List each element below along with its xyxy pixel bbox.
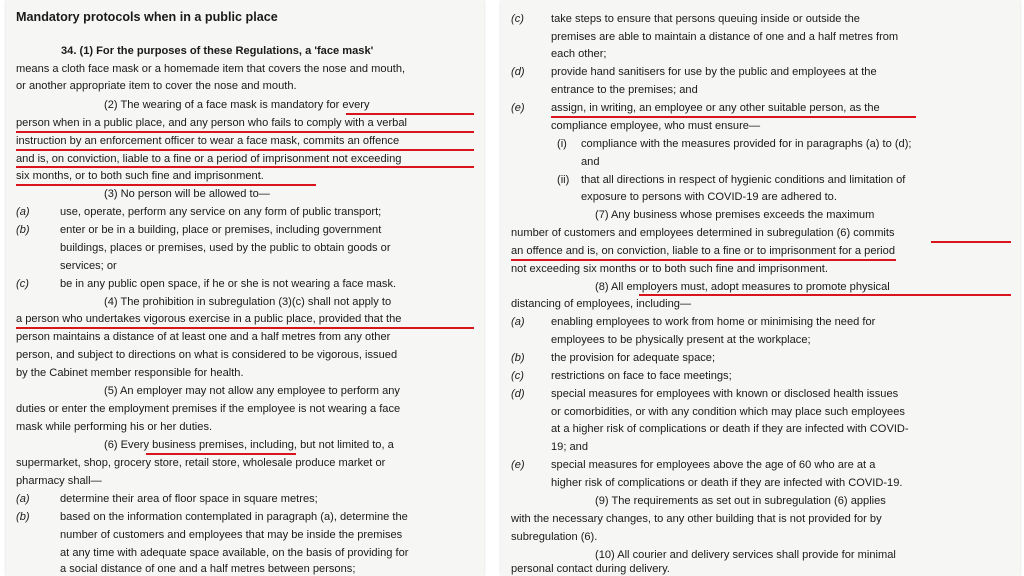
right-line-21: special measures for employees with known or disclosed health issues (551, 388, 899, 400)
left-line-18: by the Cabinet member responsible for health. (16, 367, 244, 379)
left-label-a2: (a) (16, 493, 30, 505)
left-label-a1: (a) (16, 206, 30, 218)
right-line-17: enabling employees to work from home or minimising the need for (551, 316, 876, 328)
left-line-17: person, and subject to directions on what is considered to be vigorous, issued (16, 349, 398, 361)
right-line-20: restrictions on face to face meetings; (551, 370, 732, 382)
right-line-3: provide hand sanitisers for use by the public and employees at the (551, 66, 877, 78)
right-label-b2: (b) (511, 352, 525, 364)
right-line-13: an offence and is, on conviction, liable to a fine or to imprisonment for a period (511, 245, 895, 257)
left-line-4: person when in a public place, and any person who fails to comply with a verbal (16, 117, 407, 129)
right-line-11: (7) Any business whose premises exceeds the maximum (595, 209, 875, 221)
left-line-24: pharmacy shall— (16, 475, 102, 487)
right-label-e1: (e) (511, 102, 525, 114)
right-line-12: number of customers and employees determined in subregulation (6) commits (511, 227, 895, 239)
left-line-3: (2) The wearing of a face mask is mandatory for every (104, 99, 370, 111)
highlight-underline (346, 113, 474, 115)
left-line-8: (3) No person will be allowed to— (104, 188, 270, 200)
right-line-18: employees to be physically present at the workplace; (551, 334, 811, 346)
right-line-27: (9) The requirements as set out in subregulation (6) applies (595, 495, 886, 507)
section-heading: Mandatory protocols when in a public place (16, 10, 278, 24)
right-line-24: 19; and (551, 441, 589, 453)
right-line-26: higher risk of complications or death if they are infected with COVID-19. (551, 477, 903, 489)
left-line-27: number of customers and employees that may be inside the premises (60, 529, 403, 541)
highlight-underline (931, 241, 1011, 243)
highlight-underline (16, 149, 474, 151)
right-line-9: that all directions in respect of hygienic conditions and limitation of (581, 174, 906, 186)
right-label-c2: (c) (511, 370, 524, 382)
right-line-31: personal contact during delivery. (511, 563, 670, 575)
right-line-29: subregulation (6). (511, 531, 598, 543)
right-label-i: (i) (557, 138, 567, 150)
left-line-15: a person who undertakes vigorous exercise in a public place, provided that the (16, 313, 402, 325)
right-line-4: entrance to the premises; and (551, 84, 698, 96)
right-line-19: the provision for adequate space; (551, 352, 716, 364)
right-label-c1: (c) (511, 13, 524, 25)
left-line-12: services; or (60, 260, 117, 272)
left-line-0: 34. (1) For the purposes of these Regulations, a 'face mask' (61, 45, 374, 57)
highlight-underline (639, 294, 1011, 296)
left-line-10: enter or be in a building, place or premises, including government (60, 224, 382, 236)
left-line-6: and is, on conviction, liable to a fine or a period of imprisonment not exceeding (16, 153, 402, 165)
left-line-14: (4) The prohibition in subregulation (3)(c) shall not apply to (104, 296, 392, 308)
right-line-8: and (581, 156, 600, 168)
right-line-28: with the necessary changes, to any other building that is not provided for by (511, 513, 882, 525)
left-line-28: at any time with adequate space available, on the basis of providing for (60, 547, 409, 559)
highlight-underline (16, 184, 316, 186)
right-line-1: premises are able to maintain a distance of one and a half metres from (551, 31, 899, 43)
left-label-c1: (c) (16, 278, 29, 290)
right-line-0: take steps to ensure that persons queuing inside or outside the (551, 13, 860, 25)
right-line-22: or comorbidities, or with any condition which may place such employees (551, 406, 905, 418)
highlight-underline (16, 166, 474, 168)
right-line-14: not exceeding six months or to both such fine and imprisonment. (511, 263, 828, 275)
highlight-underline (511, 259, 896, 261)
right-line-15: (8) All employers must, adopt measures to promote physical (595, 281, 890, 293)
right-line-10: exposure to persons with COVID-19 are adhered to. (581, 191, 837, 203)
highlight-underline (146, 453, 296, 455)
right-line-16: distancing of employees, including— (511, 298, 692, 310)
left-line-29: a social distance of one and a half metres between persons; (60, 563, 356, 575)
left-line-19: (5) An employer may not allow any employee to perform any (104, 385, 400, 397)
left-label-b1: (b) (16, 224, 30, 236)
right-line-5: assign, in writing, an employee or any other suitable person, as the (551, 102, 880, 114)
left-line-16: person maintains a distance of at least one and a half metres from any other (16, 331, 391, 343)
left-label-b2: (b) (16, 511, 30, 523)
left-line-5: instruction by an enforcement officer to wear a face mask, commits an offence (16, 135, 400, 147)
right-line-7: compliance with the measures provided for in paragraphs (a) to (d); (581, 138, 912, 150)
right-label-d1: (d) (511, 66, 525, 78)
right-line-30: (10) All courier and delivery services shall provide for minimal (595, 549, 896, 561)
right-label-e2: (e) (511, 459, 525, 471)
highlight-underline (16, 327, 474, 329)
right-line-6: compliance employee, who must ensure— (551, 120, 761, 132)
right-label-ii: (ii) (557, 174, 570, 186)
left-page-scan (6, 0, 484, 576)
highlight-underline (16, 131, 474, 133)
left-line-22: (6) Every business premises, including, but not limited to, a (104, 439, 394, 451)
right-label-d2: (d) (511, 388, 525, 400)
right-line-2: each other; (551, 48, 607, 60)
right-label-a2: (a) (511, 316, 525, 328)
right-line-23: at a higher risk of complications or death if they are infected with COVID- (551, 423, 909, 435)
left-line-23: supermarket, shop, grocery store, retail store, wholesale produce market or (16, 457, 386, 469)
left-line-11: buildings, places or premises, used by the public to obtain goods or (60, 242, 391, 254)
left-line-2: or another appropriate item to cover the nose and mouth. (16, 80, 297, 92)
left-line-9: use, operate, perform any service on any form of public transport; (60, 206, 382, 218)
left-line-13: be in any public open space, if he or she is not wearing a face mask. (60, 278, 397, 290)
left-line-21: mask while performing his or her duties. (16, 421, 213, 433)
left-line-7: six months, or to both such fine and imprisonment. (16, 170, 264, 182)
right-page-scan (501, 0, 1020, 576)
left-line-1: means a cloth face mask or a homemade item that covers the nose and mouth, (16, 63, 406, 75)
left-line-25: determine their area of floor space in square metres; (60, 493, 318, 505)
left-line-20: duties or enter the employment premises if the employee is not wearing a face (16, 403, 401, 415)
highlight-underline (551, 116, 916, 118)
left-line-26: based on the information contemplated in paragraph (a), determine the (60, 511, 408, 523)
right-line-25: special measures for employees above the age of 60 who are at a (551, 459, 876, 471)
